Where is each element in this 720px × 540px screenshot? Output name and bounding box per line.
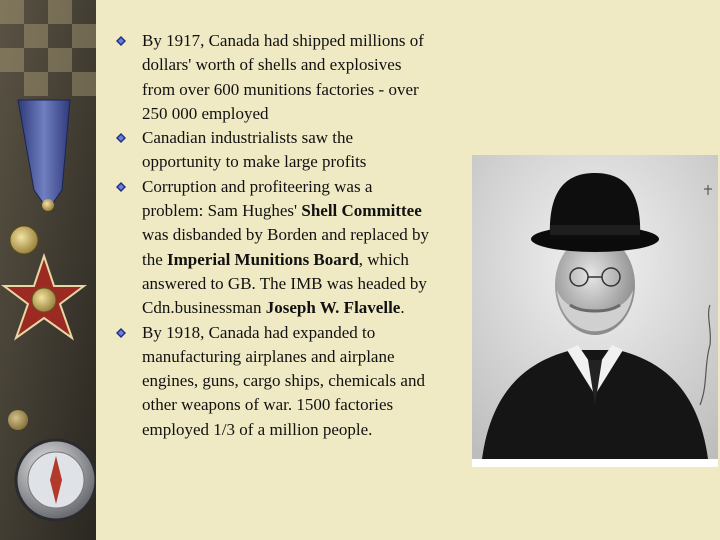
bullet-text: , which answered to GB. The IMB was headed by Cdn.businessman <box>142 249 427 318</box>
bullet-item <box>116 126 436 175</box>
bullet-text: Corruption and profiteering was a problem: Sam Hughes' <box>142 176 373 221</box>
medals-background-image <box>0 0 96 540</box>
bullet-bold-text: Shell Committee <box>301 201 422 221</box>
diamond-bullet-icon <box>116 328 126 338</box>
bullet-item <box>116 321 436 442</box>
diamond-bullet-icon <box>116 133 126 143</box>
bullet-text: By 1917, Canada had shipped millions of dollars' worth of shells and explosives from over 600 munitions factories - over 250 000 employed <box>142 31 424 123</box>
bullet-item <box>116 175 436 321</box>
bullet-text: Canadian industrialists saw the opportunity to make large profits <box>142 128 367 172</box>
bullet-text: was disbanded by Borden and replaced by the <box>142 225 430 269</box>
bullet-item <box>116 29 436 126</box>
portrait-photo-icon <box>472 155 718 467</box>
bullet-text: . <box>400 298 405 318</box>
bullet-bold-text: Joseph W. Flavelle <box>265 298 401 318</box>
diamond-bullet-icon <box>116 182 126 192</box>
slide-content <box>96 0 720 540</box>
diamond-bullet-icon <box>116 36 126 46</box>
medals-illustration-icon <box>0 0 96 540</box>
bullet-list <box>116 29 436 442</box>
portrait-photo-image <box>472 155 718 467</box>
bullet-bold-text: Imperial Munitions Board <box>167 249 359 269</box>
bullet-text: By 1918, Canada had expanded to manufacturing airplanes and airplane engines, guns, cargo ships, chemicals and other weapons of war. 1500 factories employed 1/3 of a million people. <box>142 322 425 439</box>
